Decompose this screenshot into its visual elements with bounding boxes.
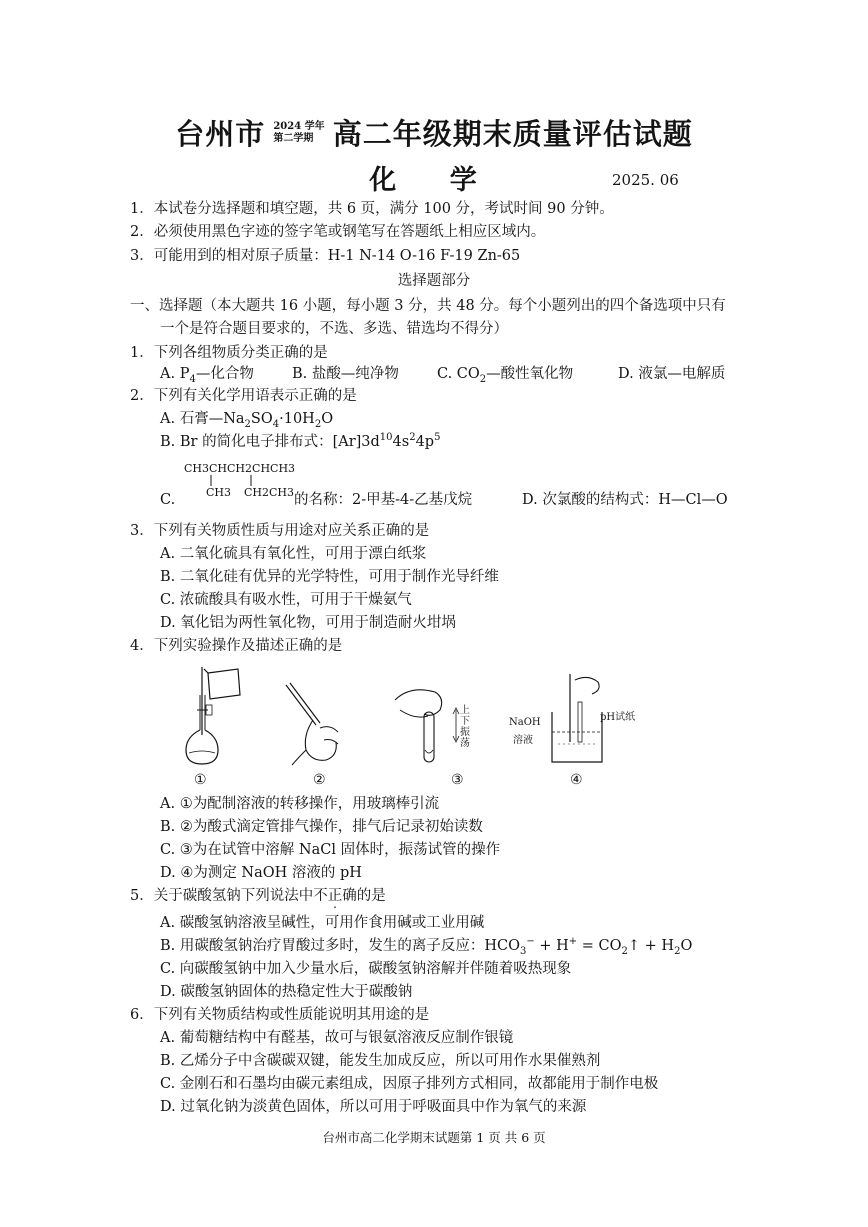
q2-stem: 2．下列有关化学用语表示正确的是 (130, 388, 357, 404)
q2-option-d: D. 次氯酸的结构式：H—Cl—O (522, 492, 728, 508)
instruction-1: 1．本试卷分选择题和填空题，共 6 页，满分 100 分，考试时间 90 分钟。 (130, 201, 614, 217)
q4-option-c: C. ③为在试管中溶解 NaCl 固体时，振荡试管的操作 (160, 842, 501, 858)
formula-main-chain: CH3CHCH2CHCH3 (184, 462, 296, 475)
q3-option-d: D. 氧化铝为两性氧化物，可用于制造耐火坩埚 (160, 615, 456, 631)
figure-test-tube-shaking (390, 680, 470, 770)
part-one-line-2: 一个是符合题目要求的，不选、多选、错选均不得分） (160, 321, 508, 337)
city-name: 台州市 (175, 117, 266, 151)
part-one-line-1: 一、选择题（本大题共 16 小题，每小题 3 分，共 48 分。每个小题列出的四个备选项中只有 (130, 298, 726, 314)
formula-branch-methyl: CH3 (206, 486, 232, 499)
subject-title: 化 学 (369, 165, 499, 196)
q3-option-b: B. 二氧化硅有优异的光学特性，可用于制作光导纤维 (160, 569, 499, 585)
figure-3-caption: 上 下 振 荡 (460, 705, 470, 749)
q3-option-a: A. 二氧化硫具有氧化性，可用于漂白纸浆 (160, 546, 427, 562)
figure-label-4: ④ (570, 772, 583, 788)
term-label (273, 121, 324, 145)
q2-option-a: A. 石膏$—Na_2SO_4\cdot 10H_2O$ (160, 411, 334, 430)
q4-option-d: D. ④为测定 NaOH 溶液的 pH (160, 865, 362, 881)
exam-date: 2025. 06 (612, 171, 679, 189)
q2-option-b: B. Br 的简化电子排布式：$[Ar]3d^{10}4s^24p^5$ (160, 432, 441, 450)
figure-burette (278, 680, 348, 770)
q4-option-b: B. ②为酸式滴定管排气操作，排气后记录初始读数 (160, 819, 483, 835)
q5-stem: 5．关于碳酸氢钠下列说法中不正确的是 (130, 888, 386, 904)
q1-stem: 1．下列各组物质分类正确的是 (130, 345, 328, 361)
exam-title (0, 112, 868, 153)
term-line-1: 2024 学年 (273, 120, 325, 132)
page-footer: 台州市高二化学期末试题第 1 页 共 6 页 (322, 1130, 546, 1145)
q3-stem: 3．下列有关物质性质与用途对应关系正确的是 (130, 523, 430, 539)
figure-label-1: ① (194, 772, 207, 788)
figure-4-naoh-label: NaOH (509, 717, 541, 728)
q1-option-a: A. $P_4—$化合物 (160, 366, 254, 385)
q5-option-a: A. 碳酸氢钠溶液呈碱性，可用作食用碱或工业用碱 (160, 915, 485, 931)
instruction-2: 2．必须使用黑色字迹的签字笔或钢笔写在答题纸上相应区域内。 (130, 224, 546, 240)
figure-label-2: ② (313, 772, 326, 788)
q4-option-a: A. ①为配制溶液的转移操作，用玻璃棒引流 (160, 796, 440, 812)
figure-label-3: ③ (451, 772, 464, 788)
q5-emphasis: 不正确 (313, 888, 357, 904)
q6-option-c: C. 金刚石和石墨均由碳元素组成，因原子排列方式相同，故都能用于制作电极 (160, 1076, 659, 1092)
q1-option-d: D. 液氯—电解质 (618, 366, 726, 382)
figure-4-ph-paper-label: pH试纸 (600, 712, 636, 723)
title-text: 高二年级期末质量评估试题 (332, 117, 693, 151)
figure-4-solution-label: 溶液 (513, 735, 533, 746)
q6-stem: 6．下列有关物质结构或性质能说明其用途的是 (130, 1007, 430, 1023)
q2-option-c-text: 的名称：2-甲基-4-乙基戊烷 (294, 492, 473, 508)
q6-option-b: B. 乙烯分子中含碳碳双键，能发生加成反应，所以可用作水果催熟剂 (160, 1053, 601, 1069)
section-title: 选择题部分 (397, 273, 471, 289)
q2-option-c-label: C. (160, 492, 176, 508)
figure-volumetric-flask (180, 665, 250, 770)
term-line-2: 第二学期 (273, 132, 314, 144)
q3-option-c: C. 浓硫酸具有吸水性，可用于干燥氨气 (160, 592, 412, 608)
q1-option-c: C. $CO_2—$酸性氧化物 (437, 366, 574, 385)
q4-stem: 4．下列实验操作及描述正确的是 (130, 638, 343, 654)
q5-option-b: B. 用碳酸氢钠治疗胃酸过多时，发生的离子反应：$HCO_3^- + H^+$ = $CO_2↑ + H_2O$ (160, 936, 693, 957)
q5-option-c: C. 向碳酸氢钠中加入少量水后，碳酸氢钠溶解并伴随着吸热现象 (160, 961, 572, 977)
q6-option-d: D. 过氧化钠为淡黄色固体，所以可用于呼吸面具中作为氧气的来源 (160, 1099, 587, 1115)
q5-option-d: D. 碳酸氢钠固体的热稳定性大于碳酸钠 (160, 984, 413, 1000)
q1-option-b: B. 盐酸—纯净物 (292, 366, 399, 382)
instruction-3: 3．可能用到的相对原子质量：H-1 N-14 O-16 F-19 Zn-65 (130, 248, 521, 264)
q6-option-a: A. 葡萄糖结构中有醛基，故可与银氨溶液反应制作银镜 (160, 1030, 514, 1046)
formula-branch-ethyl: CH2CH3 (244, 486, 295, 499)
